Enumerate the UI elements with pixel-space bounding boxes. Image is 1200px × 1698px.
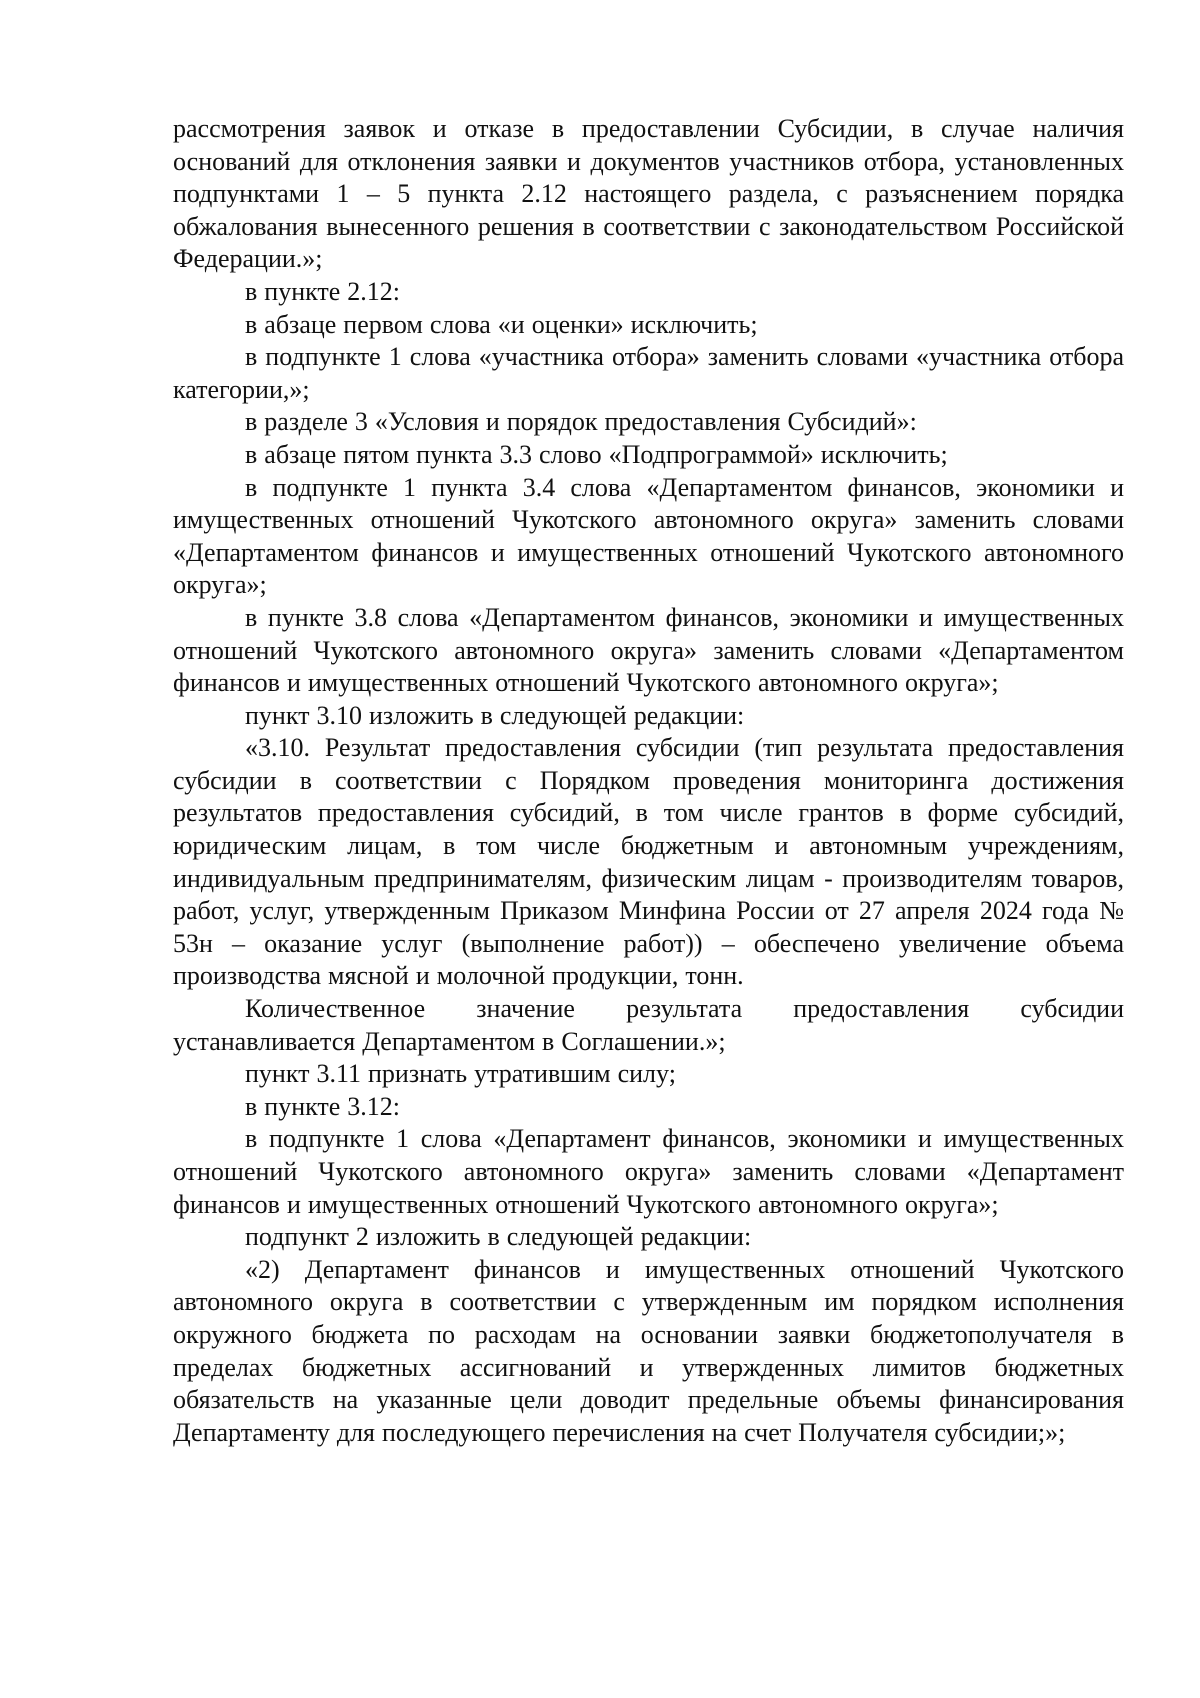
paragraph-point-3-10-text: «3.10. Результат предоставления субсидии (тип результата предоставления субсидии в соответствии с Порядком проведения мониторинга достижения результатов предоставления субсидий, в том числе грантов в форме субсидий, юридическим лицам, в том числе бюджетным и автономным учреждениям, индивидуальным предпринимателям, физическим лицам - производителям товаров, работ, услуг, утвержденным Приказом Минфина России от 27 апреля 2024 года № 53н – оказание услуг (выполнение работ)) – обеспечено увеличение объема производства мясной и молочной продукции, тонн. bbox=[173, 733, 1124, 991]
paragraph-subpoint-2-text: «2) Департамент финансов и имущественных отношений Чукотского автономного округа в соответствии с утвержденным им порядком исполнения окружного бюджета по расходам на основании заявки бюджетополучателя в пределах бюджетных ассигнований и утвержденных лимитов бюджетных обязательств на указанные цели доводит предельные объемы финансирования Департаменту для последующего перечисления на счет Получателя субсидии;»; bbox=[173, 1254, 1124, 1447]
paragraph-point-3-4: в подпункте 1 пункта 3.4 слова «Департаментом финансов, экономики и имущественных отношений Чукотского автономного округа» заменить словами «Департаментом финансов и имущественных отношений Чукотского автономного округа»; bbox=[173, 472, 1124, 600]
paragraph-quantitative-value: Количественное значение результата предоставления субсидии устанавливается Департаментом в Соглашении.»; bbox=[173, 994, 1124, 1056]
paragraph-point-3-11: пункт 3.11 признать утратившим силу; bbox=[245, 1059, 676, 1089]
paragraph-continuation: рассмотрения заявок и отказе в предоставлении Субсидии, в случае наличия оснований для отклонения заявки и документов участников отбора, установленных подпунктами 1 – 5 пункта 2.12 настоящего раздела, с разъяснением порядка обжалования вынесенного решения в соответствии с законодательством Российской Федерации.»; bbox=[173, 114, 1124, 274]
paragraph-subpoint-1: в подпункте 1 слова «участника отбора» заменить словами «участника отбора категории,»; bbox=[173, 342, 1124, 404]
paragraph-subpoint-2-intro: подпункт 2 изложить в следующей редакции: bbox=[245, 1222, 752, 1252]
paragraph-point-2-12: в пункте 2.12: bbox=[245, 276, 401, 306]
paragraph-point-3-8: в пункте 3.8 слова «Департаментом финансов, экономики и имущественных отношений Чукотского автономного округа» заменить словами «Департаментом финансов и имущественных отношений Чукотского автономного округа»; bbox=[173, 602, 1124, 698]
paragraph-point-3-12-subpoint-1: в подпункте 1 слова «Департамент финансов, экономики и имущественных отношений Чукотского автономного округа» заменить словами «Департамент финансов и имущественных отношений Чукотского автономного округа»; bbox=[173, 1124, 1124, 1219]
paragraph-point-3-3: в абзаце пятом пункта 3.3 слово «Подпрограммой» исключить; bbox=[245, 439, 948, 469]
paragraph-section-3: в разделе 3 «Условия и порядок предоставления Субсидий»: bbox=[245, 407, 917, 437]
paragraph-point-3-10-intro: пункт 3.10 изложить в следующей редакции: bbox=[245, 700, 745, 730]
paragraph-first-abzac: в абзаце первом слова «и оценки» исключить; bbox=[245, 309, 758, 339]
paragraph-point-3-12: в пункте 3.12: bbox=[245, 1091, 401, 1121]
